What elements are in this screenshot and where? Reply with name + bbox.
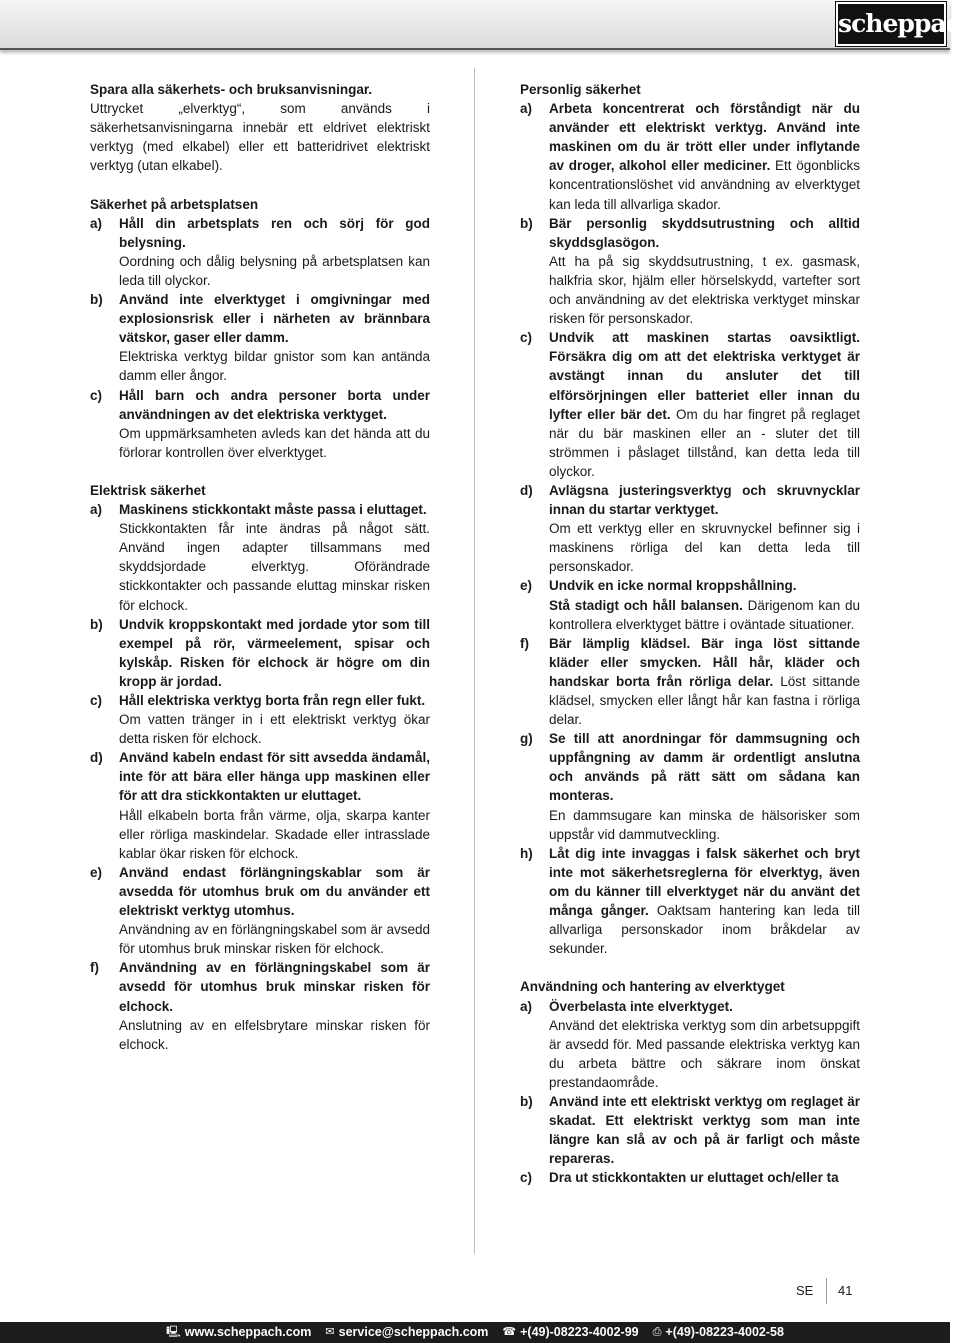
- column-divider: [474, 68, 475, 1254]
- item-heading: Använd inte elverktyget i omgivningar med explosionsrisk eller i närheten av brännbara vätskor, gaser eller damm.: [119, 292, 430, 346]
- item-text: Elektriska verktyg bildar gnistor som kan antända damm eller ångor.: [119, 349, 430, 384]
- list-item: [90, 748, 430, 863]
- item-heading: Överbelasta inte elverktyget.: [549, 998, 733, 1014]
- item-heading: Undvik en icke normal kroppshållning.: [549, 578, 797, 594]
- item-marker: c): [90, 693, 103, 708]
- section-list: [520, 99, 860, 958]
- item-text: Ett ögonblicks koncentrationslöshet vid användning av elverktyget kan leda till allvarliga skador.: [549, 158, 860, 212]
- fax-number: +(49)-08223-4002-58: [665, 1325, 784, 1339]
- item-marker: f): [520, 635, 529, 651]
- footer-web: [166, 1322, 311, 1343]
- list-item: [520, 1168, 860, 1187]
- list-item: [520, 576, 860, 633]
- item-text: Löst sittande klädsel, smycken eller långt hår kan fastna i rörliga delar.: [549, 673, 860, 728]
- list-item: [90, 615, 430, 691]
- list-item: [520, 99, 860, 214]
- header-band: [0, 0, 950, 50]
- intro-title: Spara alla säkerhets- och bruksanvisningar.: [90, 82, 373, 97]
- item-marker: c): [520, 330, 533, 346]
- item-heading: Se till att anordningar för dammsugning och uppfångning av damm är ordentligt anslutna och används på rätt sätt om sådana kan monteras.: [549, 731, 860, 804]
- footer-email: [325, 1322, 488, 1343]
- item-heading: Dra ut stickkontakten ur eluttaget och/eller ta: [549, 1170, 839, 1186]
- computer-icon: 🖳: [166, 1326, 181, 1338]
- section-list: [90, 500, 430, 1054]
- list-item: [520, 481, 860, 576]
- fax-icon: ⎙: [652, 1326, 662, 1338]
- item-heading: Maskinens stickkontakt måste passa i eluttaget.: [119, 502, 427, 518]
- intro-text: Uttrycket „elverktyg“, som används i säkerhetsanvisningarna innebär ett eldrivet elektriskt verktyg (med elkabel) eller ett batteridrivet elektriskt verktyg (utan elkabel).: [90, 101, 430, 174]
- list-item: [520, 997, 860, 1092]
- footer-phone: [502, 1322, 638, 1343]
- item-text: Använd det elektriska verktyg som din arbetsuppgift är avsedd för. Med passande elektriska verktyg kan du arbeta bättre och säkrare inom önskat prestandaområde.: [549, 1017, 860, 1090]
- item-marker: e): [90, 864, 103, 880]
- contact-footer: [0, 1322, 950, 1343]
- list-item: [520, 729, 860, 844]
- item-marker: d): [90, 750, 103, 766]
- item-text: Om ett verktyg eller en skruvnyckel befinner sig i maskinens rörliga del kan detta leda till personskador.: [549, 521, 860, 575]
- item-text: Anslutning av en elfelsbrytare minskar risken för elchock.: [119, 1017, 430, 1052]
- language-code: SE: [796, 1283, 814, 1298]
- item-heading: Håll din arbetsplats ren och sörj för god belysning.: [119, 215, 430, 250]
- item-heading: Undvik kroppskontakt med jordade ytor som till exempel på rör, värmeelement, spisar och kylskåp. Risken för elchock är högre om din kropp är jordad.: [119, 616, 430, 689]
- item-marker: d): [520, 482, 533, 498]
- item-heading: Låt dig inte invaggas i falsk säkerhet och bryt inte mot säkerhetsreglerna för elverktyg, även om du känner till elverktyget när du använt det många gånger.: [549, 845, 860, 919]
- page-number: 41: [838, 1283, 853, 1298]
- list-item: [520, 844, 860, 959]
- item-text: Därigenom kan du kontrollera elverktyget bättre i oväntade situationer.: [549, 597, 860, 632]
- list-item: [90, 958, 430, 1053]
- brand-logo: scheppach: [836, 2, 946, 46]
- list-item: [520, 328, 860, 481]
- item-marker: a): [90, 215, 103, 231]
- item-heading: Använd inte ett elektriskt verktyg om reglaget är skadat. Ett elektriskt verktyg som man inte längre kan slå av och på är farligt och måste repareras.: [549, 1093, 860, 1167]
- item-heading: Undvik att maskinen startas oavsiktligt. Försäkra dig om att det elektriska verktyget är avstängt innan du ansluter det till elförsörjningen eller batteriet eller innan du lyfter eller bär det.: [549, 330, 860, 422]
- item-marker: e): [520, 578, 533, 594]
- item-text: Stickkontakten får inte ändras på något sätt. Använd ingen adapter tillsammans med skyddsjordade elverktyg. Oförändrade stickkontakter och passande eluttag minskar risken för elchock.: [119, 521, 430, 613]
- item-marker: b): [90, 616, 103, 632]
- item-marker: h): [520, 845, 533, 861]
- right-column: [520, 80, 860, 1187]
- item-marker: c): [520, 1170, 533, 1186]
- item-text: Om vatten tränger in i ett elektriskt verktyg ökar detta risken för elchock.: [119, 712, 430, 747]
- item-text: Oordning och dålig belysning på arbetsplatsen kan leda till olyckor.: [119, 253, 430, 288]
- section-title: Elektrisk säkerhet: [90, 482, 206, 498]
- item-heading: Håll elektriska verktyg borta från regn eller fukt.: [119, 693, 426, 708]
- list-item: [90, 214, 430, 290]
- item-marker: b): [90, 292, 103, 308]
- item-marker: a): [90, 502, 103, 518]
- item-text: Att ha på sig skyddsutrustning, t ex. gasmask, halkfria skor, hjälm eller hörselskydd, vartefter sort och användning av det elektriska verktyget minskar risken för personskador.: [549, 253, 860, 327]
- item-text: En dammsugare kan minska de hälsorisker som uppstår vid dammutveckling.: [549, 807, 860, 842]
- phone-icon: ☎: [502, 1326, 517, 1338]
- item-text: Om uppmärksamheten avleds kan det hända att du förlorar kontrollen över elverktyget.: [119, 425, 430, 460]
- section-list: [90, 214, 430, 462]
- item-marker: f): [90, 960, 99, 976]
- item-marker: g): [520, 731, 533, 747]
- item-heading: Arbeta koncentrerat och förståndigt när du använder ett elektriskt verktyg. Använd inte maskinen om du är trött eller under inflytande av droger, alkohol eller mediciner.: [549, 101, 860, 174]
- phone-number: +(49)-08223-4002-99: [520, 1325, 639, 1339]
- footer-fax: [653, 1322, 784, 1343]
- website-link[interactable]: www.scheppach.com: [184, 1325, 312, 1339]
- item-text: Håll elkabeln borta från värme, olja, skarpa kanter eller rörliga maskindelar. Skadade eller intrasslade kablar ökar risken för elchock.: [119, 807, 430, 861]
- section-list: [520, 997, 860, 1188]
- envelope-icon: ✉: [325, 1326, 335, 1338]
- item-text: Oaktsam hantering kan leda till allvarliga personskador inom bråkdelar av sekunder.: [549, 903, 860, 957]
- page-number-divider: [826, 1278, 827, 1304]
- item-marker: c): [90, 387, 103, 403]
- list-item: [90, 290, 430, 385]
- item-subheading: Stå stadigt och håll balansen.: [549, 597, 743, 613]
- item-heading: Bär personlig skyddsutrustning och alltid skyddsglasögon.: [549, 215, 860, 250]
- item-heading: Håll barn och andra personer borta under användningen av det elektriska verktyget.: [119, 387, 430, 422]
- item-marker: a): [520, 101, 533, 117]
- item-text: Användning av en förlängningskabel som är avsedd för utomhus bruk minskar risken för elchock.: [119, 922, 430, 957]
- list-item: [90, 386, 430, 462]
- section-title: Personlig säkerhet: [520, 82, 641, 97]
- section-title: Användning och hantering av elverktyget: [520, 979, 785, 995]
- item-text: Om du har fingret på reglaget när du bär maskinen eller an - sluter det till strömmen i påslaget tillstånd, kan detta leda till olyckor.: [549, 406, 860, 479]
- list-item: [520, 1092, 860, 1168]
- item-heading: Använd endast förlängningskablar som är avsedda för utomhus bruk om du använder ett elektriskt verktyg utomhus.: [119, 864, 430, 919]
- section-title: Säkerhet på arbetsplatsen: [90, 196, 259, 212]
- list-item: [90, 691, 430, 748]
- list-item: [90, 863, 430, 958]
- item-marker: a): [520, 998, 533, 1014]
- item-heading: Användning av en förlängningskabel som är avsedd för utomhus bruk minskar risken för elchock.: [119, 960, 430, 1014]
- list-item: [520, 634, 860, 729]
- item-heading: Bär lämplig klädsel. Bär inga löst sittande kläder eller smycken. Håll hår, kläder och handskar borta från rörliga delar.: [549, 635, 860, 689]
- item-heading: Avlägsna justeringsverktyg och skruvnycklar innan du startar verktyget.: [549, 482, 860, 518]
- item-marker: b): [520, 1093, 533, 1109]
- left-column: [90, 80, 430, 1054]
- list-item: [90, 500, 430, 615]
- email-link[interactable]: service@scheppach.com: [338, 1325, 489, 1339]
- item-heading: Använd kabeln endast för sitt avsedda ändamål, inte för att bära eller hänga upp maskinen eller för att dra stickkontakten ur eluttaget.: [119, 750, 430, 804]
- list-item: [520, 214, 860, 329]
- item-marker: b): [520, 215, 533, 231]
